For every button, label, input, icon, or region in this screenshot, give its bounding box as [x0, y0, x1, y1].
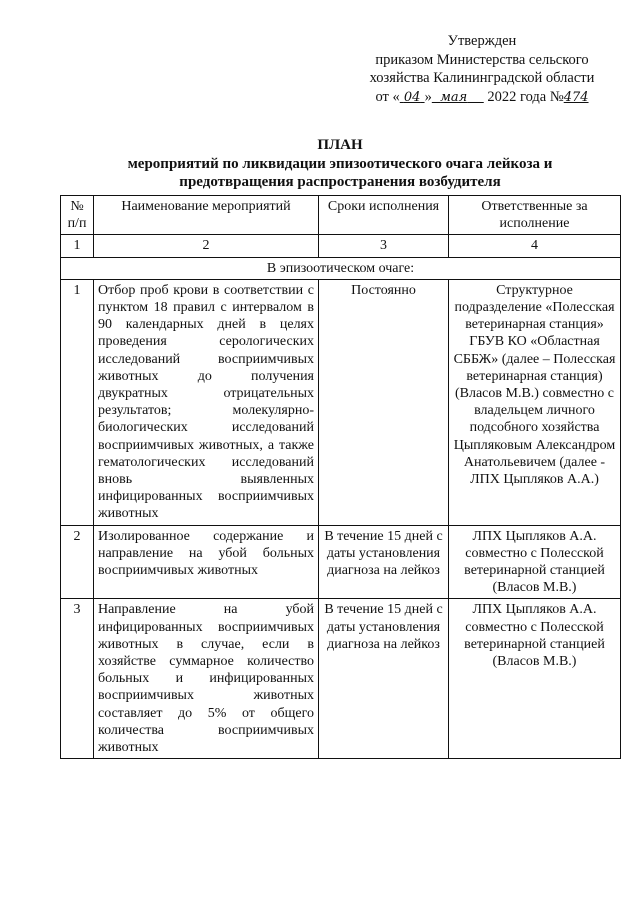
section-heading: В эпизоотическом очаге:: [61, 257, 621, 279]
header-resp: Ответственные за исполнение: [449, 196, 621, 235]
approval-line-2: приказом Министерства сельского: [375, 51, 589, 68]
column-number-row: [61, 235, 621, 257]
row-name: Отбор проб крови в соответствии с пунктом 18 правил с интервалом в 90 календарных дней в целях проведения серологических исследований восприимчивых животных до получения двукратных отрицательных результатов; молекулярно-биологических исследований восприимчивых животных, а также гематологических исследований вновь выявленных инфицированных восприимчивых животных: [94, 279, 319, 525]
row-resp: ЛПХ Цыпляков А.А. совместно с Полесской ветеринарной станцией (Власов М.В.): [449, 525, 621, 599]
date-mid: »: [424, 88, 432, 105]
approval-date-line: [352, 88, 612, 108]
title-line-2: мероприятий по ликвидации эпизоотического очага лейкоза и: [127, 155, 553, 172]
col-number-1: 1: [61, 235, 94, 257]
row-num: 2: [61, 525, 94, 599]
row-resp: Структурное подразделение «Полесская ветеринарная станция» ГБУВ КО «Областная СББЖ» (далее – Полесская ветеринарная станция) (Власов М.В.) совместно с владельцем личного подсобного хозяйства Цыпляковым Александром Анатольевичем (далее - ЛПХ Цыпляков А.А.): [449, 279, 621, 525]
date-day: 04: [403, 89, 421, 105]
approval-line-1: Утвержден: [447, 33, 517, 49]
header-num: № п/п: [61, 196, 94, 235]
table-row: [61, 599, 621, 759]
approval-line-3: хозяйства Калининградской области: [369, 70, 595, 86]
col-number-4: 4: [449, 235, 621, 257]
row-name: Изолированное содержание и направление на убой больных восприимчивых животных: [94, 525, 319, 599]
document-title: [60, 136, 620, 192]
row-name: Направление на убой инфицированных восприимчивых животных в случае, если в хозяйстве суммарное количество больных и инфицированных восприимчивых животных составляет до 5% от общего количества восприимчивых животных: [94, 599, 319, 759]
plan-table: [60, 195, 621, 759]
date-month: мая: [440, 89, 468, 105]
date-prefix: от «: [375, 88, 400, 105]
header-row: [61, 196, 621, 235]
header-name: Наименование мероприятий: [94, 196, 319, 235]
row-num: 1: [61, 279, 94, 525]
row-term: Постоянно: [319, 279, 449, 525]
row-term: В течение 15 дней с даты установления диагноза на лейкоз: [319, 599, 449, 759]
title-line-1: ПЛАН: [317, 137, 363, 153]
row-resp: ЛПХ Цыпляков А.А. совместно с Полесской ветеринарной станцией (Власов М.В.): [449, 599, 621, 759]
date-year-text: 2022 года №: [487, 88, 564, 105]
table-row: [61, 525, 621, 599]
col-number-3: 3: [319, 235, 449, 257]
title-line-3: предотвращения распространения возбудителя: [179, 174, 501, 190]
row-term: В течение 15 дней с даты установления диагноза на лейкоз: [319, 525, 449, 599]
section-row: [61, 257, 621, 279]
table-row: [61, 279, 621, 525]
approval-stamp: [352, 32, 612, 107]
header-term: Сроки исполнения: [319, 196, 449, 235]
row-num: 3: [61, 599, 94, 759]
col-number-2: 2: [94, 235, 319, 257]
date-number: 474: [563, 89, 589, 105]
